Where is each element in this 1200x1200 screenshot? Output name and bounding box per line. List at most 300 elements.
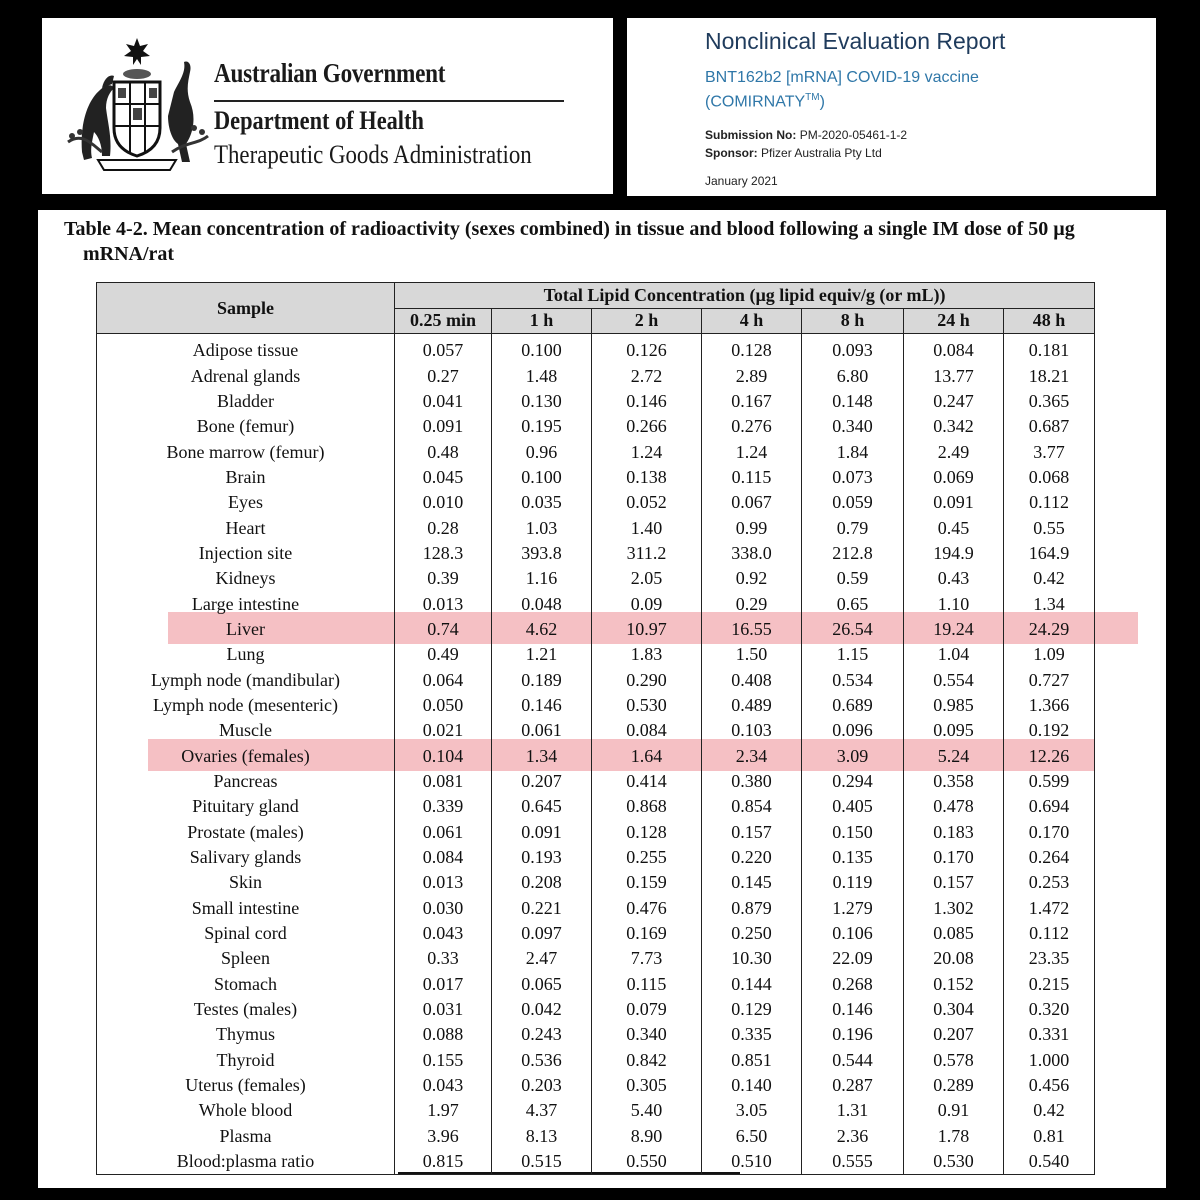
value-cell: 0.55 — [1004, 515, 1095, 540]
sample-name-cell: Small intestine — [97, 896, 395, 921]
value-cell: 20.08 — [904, 946, 1004, 971]
coat-of-arms-logo — [62, 32, 212, 182]
product-line-1: BNT162b2 [mRNA] COVID-19 vaccine — [705, 69, 979, 86]
report-header — [627, 18, 1156, 196]
report-date: January 2021 — [705, 174, 778, 188]
concentration-table — [96, 282, 1095, 1175]
table-row — [97, 946, 1095, 971]
value-cell: 0.042 — [492, 997, 592, 1022]
sample-name-cell: Lung — [97, 642, 395, 667]
value-cell: 393.8 — [492, 541, 592, 566]
time-column-header: 4 h — [702, 308, 802, 334]
value-cell: 0.510 — [702, 1149, 802, 1175]
value-cell: 0.155 — [395, 1048, 492, 1073]
submission-number: Submission No: PM-2020-05461-1-2 — [705, 128, 908, 142]
value-cell: 0.068 — [1004, 465, 1095, 490]
value-cell: 0.478 — [904, 794, 1004, 819]
table-row — [97, 389, 1095, 414]
value-cell: 0.196 — [802, 1022, 904, 1047]
sample-name-cell: Whole blood — [97, 1098, 395, 1123]
header-divider — [214, 100, 564, 102]
value-cell: 2.89 — [702, 363, 802, 388]
value-cell: 6.80 — [802, 363, 904, 388]
value-cell: 0.250 — [702, 921, 802, 946]
value-cell: 1.40 — [592, 515, 702, 540]
value-cell: 0.985 — [904, 693, 1004, 718]
value-cell: 0.146 — [492, 693, 592, 718]
value-cell: 0.264 — [1004, 845, 1095, 870]
value-cell: 0.181 — [1004, 334, 1095, 364]
time-column-header: 24 h — [904, 308, 1004, 334]
table-row — [97, 997, 1095, 1022]
value-cell: 0.342 — [904, 414, 1004, 439]
value-cell: 0.170 — [1004, 820, 1095, 845]
value-cell: 0.540 — [1004, 1149, 1095, 1175]
value-cell: 0.130 — [492, 389, 592, 414]
value-cell: 3.77 — [1004, 439, 1095, 464]
value-cell: 0.578 — [904, 1048, 1004, 1073]
sample-name-cell: Salivary glands — [97, 845, 395, 870]
value-cell: 0.554 — [904, 667, 1004, 692]
value-cell: 0.414 — [592, 769, 702, 794]
value-cell: 0.208 — [492, 870, 592, 895]
value-cell: 0.091 — [395, 414, 492, 439]
value-cell: 0.550 — [592, 1149, 702, 1175]
value-cell: 0.331 — [1004, 1022, 1095, 1047]
table-row — [97, 334, 1095, 364]
agency-name: Therapeutic Goods Administration — [214, 140, 532, 169]
value-cell: 212.8 — [802, 541, 904, 566]
value-cell: 1.64 — [592, 744, 702, 769]
value-cell: 0.74 — [395, 617, 492, 642]
value-cell: 0.095 — [904, 718, 1004, 743]
product-line-2: (COMIRNATY™) — [705, 92, 825, 111]
value-cell: 1.24 — [702, 439, 802, 464]
sample-name-cell: Lymph node (mesenteric) — [97, 693, 395, 718]
value-cell: 4.37 — [492, 1098, 592, 1123]
value-cell: 3.09 — [802, 744, 904, 769]
value-cell: 0.112 — [1004, 921, 1095, 946]
table-row — [97, 515, 1095, 540]
value-cell: 0.868 — [592, 794, 702, 819]
time-column-header: 2 h — [592, 308, 702, 334]
value-cell: 0.287 — [802, 1073, 904, 1098]
value-cell: 0.530 — [904, 1149, 1004, 1175]
value-cell: 0.085 — [904, 921, 1004, 946]
value-cell: 0.530 — [592, 693, 702, 718]
value-cell: 12.26 — [1004, 744, 1095, 769]
value-cell: 0.157 — [702, 820, 802, 845]
value-cell: 0.879 — [702, 896, 802, 921]
value-cell: 0.100 — [492, 465, 592, 490]
value-cell: 1.21 — [492, 642, 592, 667]
value-cell: 0.052 — [592, 490, 702, 515]
value-cell: 0.193 — [492, 845, 592, 870]
value-cell: 3.96 — [395, 1124, 492, 1149]
value-cell: 0.030 — [395, 896, 492, 921]
value-cell: 0.43 — [904, 566, 1004, 591]
value-cell: 1.84 — [802, 439, 904, 464]
value-cell: 0.266 — [592, 414, 702, 439]
value-cell: 1.15 — [802, 642, 904, 667]
value-cell: 1.97 — [395, 1098, 492, 1123]
value-cell: 1.10 — [904, 591, 1004, 616]
value-cell: 0.091 — [492, 820, 592, 845]
value-cell: 0.33 — [395, 946, 492, 971]
value-cell: 0.031 — [395, 997, 492, 1022]
value-cell: 1.000 — [1004, 1048, 1095, 1073]
department-name: Department of Health — [214, 106, 424, 135]
value-cell: 0.148 — [802, 389, 904, 414]
value-cell: 0.013 — [395, 591, 492, 616]
value-cell: 0.112 — [1004, 490, 1095, 515]
value-cell: 0.536 — [492, 1048, 592, 1073]
value-cell: 0.243 — [492, 1022, 592, 1047]
value-cell: 0.365 — [1004, 389, 1095, 414]
value-cell: 0.203 — [492, 1073, 592, 1098]
value-cell: 5.40 — [592, 1098, 702, 1123]
value-cell: 128.3 — [395, 541, 492, 566]
value-cell: 1.302 — [904, 896, 1004, 921]
table-row — [97, 465, 1095, 490]
value-cell: 0.534 — [802, 667, 904, 692]
value-cell: 311.2 — [592, 541, 702, 566]
value-cell: 0.96 — [492, 439, 592, 464]
value-cell: 0.061 — [395, 820, 492, 845]
value-cell: 1.09 — [1004, 642, 1095, 667]
value-cell: 2.36 — [802, 1124, 904, 1149]
sample-name-cell: Bone (femur) — [97, 414, 395, 439]
value-cell: 0.170 — [904, 845, 1004, 870]
sample-name-cell: Brain — [97, 465, 395, 490]
value-cell: 0.476 — [592, 896, 702, 921]
value-cell: 0.320 — [1004, 997, 1095, 1022]
sample-name-cell: Pancreas — [97, 769, 395, 794]
sponsor: Sponsor: Pfizer Australia Pty Ltd — [705, 146, 882, 160]
table-row — [97, 667, 1095, 692]
value-cell: 0.544 — [802, 1048, 904, 1073]
sample-name-cell: Heart — [97, 515, 395, 540]
document-page — [38, 210, 1166, 1188]
value-cell: 0.339 — [395, 794, 492, 819]
value-cell: 1.04 — [904, 642, 1004, 667]
value-cell: 0.276 — [702, 414, 802, 439]
table-row — [97, 591, 1095, 616]
value-cell: 0.815 — [395, 1149, 492, 1175]
table-row — [97, 870, 1095, 895]
value-cell: 0.79 — [802, 515, 904, 540]
value-cell: 0.689 — [802, 693, 904, 718]
value-cell: 0.195 — [492, 414, 592, 439]
value-cell: 0.021 — [395, 718, 492, 743]
value-cell: 0.599 — [1004, 769, 1095, 794]
value-cell: 0.152 — [904, 972, 1004, 997]
time-column-header: 0.25 min — [395, 308, 492, 334]
table-row — [97, 769, 1095, 794]
sample-name-cell: Testes (males) — [97, 997, 395, 1022]
table-row — [97, 921, 1095, 946]
value-cell: 0.358 — [904, 769, 1004, 794]
value-cell: 0.207 — [904, 1022, 1004, 1047]
sample-name-cell: Lymph node (mandibular) — [97, 667, 395, 692]
table-row — [97, 1098, 1095, 1123]
value-cell: 0.304 — [904, 997, 1004, 1022]
value-cell: 0.069 — [904, 465, 1004, 490]
value-cell: 0.99 — [702, 515, 802, 540]
value-cell: 10.30 — [702, 946, 802, 971]
value-cell: 0.126 — [592, 334, 702, 364]
value-cell: 0.103 — [702, 718, 802, 743]
value-cell: 2.34 — [702, 744, 802, 769]
value-cell: 0.146 — [802, 997, 904, 1022]
value-cell: 0.42 — [1004, 566, 1095, 591]
value-cell: 0.064 — [395, 667, 492, 692]
value-cell: 1.03 — [492, 515, 592, 540]
value-cell: 0.043 — [395, 1073, 492, 1098]
value-cell: 0.093 — [802, 334, 904, 364]
value-cell: 0.106 — [802, 921, 904, 946]
value-cell: 18.21 — [1004, 363, 1095, 388]
value-cell: 0.135 — [802, 845, 904, 870]
value-cell: 1.16 — [492, 566, 592, 591]
value-cell: 0.305 — [592, 1073, 702, 1098]
sample-name-cell: Ovaries (females) — [97, 744, 395, 769]
value-cell: 0.91 — [904, 1098, 1004, 1123]
value-cell: 19.24 — [904, 617, 1004, 642]
table-row — [97, 439, 1095, 464]
value-cell: 0.294 — [802, 769, 904, 794]
value-cell: 0.555 — [802, 1149, 904, 1175]
value-cell: 0.65 — [802, 591, 904, 616]
value-cell: 0.100 — [492, 334, 592, 364]
value-cell: 0.456 — [1004, 1073, 1095, 1098]
table-row — [97, 363, 1095, 388]
value-cell: 2.47 — [492, 946, 592, 971]
value-cell: 5.24 — [904, 744, 1004, 769]
value-cell: 2.05 — [592, 566, 702, 591]
value-cell: 0.150 — [802, 820, 904, 845]
sample-name-cell: Uterus (females) — [97, 1073, 395, 1098]
value-cell: 0.687 — [1004, 414, 1095, 439]
value-cell: 0.290 — [592, 667, 702, 692]
value-cell: 0.27 — [395, 363, 492, 388]
value-cell: 1.50 — [702, 642, 802, 667]
value-cell: 0.146 — [592, 389, 702, 414]
value-cell: 0.010 — [395, 490, 492, 515]
value-cell: 0.159 — [592, 870, 702, 895]
value-cell: 0.041 — [395, 389, 492, 414]
table-row — [97, 566, 1095, 591]
value-cell: 0.645 — [492, 794, 592, 819]
sample-name-cell: Thymus — [97, 1022, 395, 1047]
value-cell: 0.335 — [702, 1022, 802, 1047]
value-cell: 0.207 — [492, 769, 592, 794]
value-cell: 0.405 — [802, 794, 904, 819]
sample-name-cell: Muscle — [97, 718, 395, 743]
sample-name-cell: Eyes — [97, 490, 395, 515]
table-row — [97, 1048, 1095, 1073]
value-cell: 0.079 — [592, 997, 702, 1022]
value-cell: 0.515 — [492, 1149, 592, 1175]
value-cell: 0.119 — [802, 870, 904, 895]
value-cell: 0.489 — [702, 693, 802, 718]
value-cell: 0.084 — [592, 718, 702, 743]
value-cell: 0.084 — [395, 845, 492, 870]
value-cell: 1.83 — [592, 642, 702, 667]
table-body — [97, 334, 1095, 1175]
table-row — [97, 1124, 1095, 1149]
value-cell: 0.167 — [702, 389, 802, 414]
value-cell: 16.55 — [702, 617, 802, 642]
value-cell: 0.09 — [592, 591, 702, 616]
table-row — [97, 896, 1095, 921]
value-cell: 0.28 — [395, 515, 492, 540]
value-cell: 0.067 — [702, 490, 802, 515]
value-cell: 1.78 — [904, 1124, 1004, 1149]
value-cell: 0.380 — [702, 769, 802, 794]
value-cell: 0.183 — [904, 820, 1004, 845]
value-cell: 0.115 — [592, 972, 702, 997]
value-cell: 0.081 — [395, 769, 492, 794]
value-cell: 0.129 — [702, 997, 802, 1022]
value-cell: 8.90 — [592, 1124, 702, 1149]
time-column-header: 1 h — [492, 308, 592, 334]
value-cell: 0.727 — [1004, 667, 1095, 692]
value-cell: 164.9 — [1004, 541, 1095, 566]
sample-name-cell: Bone marrow (femur) — [97, 439, 395, 464]
report-title: Nonclinical Evaluation Report — [705, 28, 1006, 54]
value-cell: 6.50 — [702, 1124, 802, 1149]
value-cell: 0.220 — [702, 845, 802, 870]
value-cell: 0.39 — [395, 566, 492, 591]
value-cell: 0.145 — [702, 870, 802, 895]
value-cell: 1.366 — [1004, 693, 1095, 718]
sample-name-cell: Spleen — [97, 946, 395, 971]
government-header — [42, 18, 613, 194]
table-row — [97, 718, 1095, 743]
value-cell: 0.29 — [702, 591, 802, 616]
time-column-header: 8 h — [802, 308, 904, 334]
value-cell: 0.92 — [702, 566, 802, 591]
table-row — [97, 490, 1095, 515]
table-row — [97, 744, 1095, 769]
value-cell: 0.144 — [702, 972, 802, 997]
time-column-header: 48 h — [1004, 308, 1095, 334]
value-cell: 0.073 — [802, 465, 904, 490]
trademark-mark: TM — [805, 92, 820, 103]
sample-name-cell: Injection site — [97, 541, 395, 566]
value-cell: 2.49 — [904, 439, 1004, 464]
value-cell: 0.084 — [904, 334, 1004, 364]
value-cell: 0.013 — [395, 870, 492, 895]
value-cell: 1.279 — [802, 896, 904, 921]
value-cell: 0.048 — [492, 591, 592, 616]
sample-name-cell: Kidneys — [97, 566, 395, 591]
table-caption: Table 4-2. Mean concentration of radioactivity (sexes combined) in tissue and blood following a single IM dose of 50 µg mRNA/rat — [64, 218, 1075, 265]
value-cell: 2.72 — [592, 363, 702, 388]
table-row — [97, 541, 1095, 566]
value-cell: 13.77 — [904, 363, 1004, 388]
sample-name-cell: Thyroid — [97, 1048, 395, 1073]
value-cell: 0.49 — [395, 642, 492, 667]
value-cell: 22.09 — [802, 946, 904, 971]
value-cell: 0.157 — [904, 870, 1004, 895]
value-cell: 0.017 — [395, 972, 492, 997]
table-row — [97, 1022, 1095, 1047]
table-row — [97, 845, 1095, 870]
value-cell: 0.045 — [395, 465, 492, 490]
table-row — [97, 1149, 1095, 1175]
value-cell: 0.851 — [702, 1048, 802, 1073]
value-cell: 0.088 — [395, 1022, 492, 1047]
value-cell: 0.104 — [395, 744, 492, 769]
value-cell: 0.247 — [904, 389, 1004, 414]
value-cell: 7.73 — [592, 946, 702, 971]
table-row — [97, 794, 1095, 819]
table-row — [97, 972, 1095, 997]
value-cell: 0.192 — [1004, 718, 1095, 743]
sample-name-cell: Bladder — [97, 389, 395, 414]
value-cell: 1.34 — [1004, 591, 1095, 616]
value-cell: 0.45 — [904, 515, 1004, 540]
value-cell: 0.48 — [395, 439, 492, 464]
value-cell: 0.140 — [702, 1073, 802, 1098]
value-cell: 0.842 — [592, 1048, 702, 1073]
value-cell: 0.854 — [702, 794, 802, 819]
value-cell: 0.096 — [802, 718, 904, 743]
value-cell: 1.48 — [492, 363, 592, 388]
value-cell: 0.253 — [1004, 870, 1095, 895]
sample-name-cell: Pituitary gland — [97, 794, 395, 819]
value-cell: 0.050 — [395, 693, 492, 718]
table-row — [97, 820, 1095, 845]
value-cell: 0.221 — [492, 896, 592, 921]
table-row — [97, 617, 1095, 642]
value-cell: 26.54 — [802, 617, 904, 642]
value-cell: 1.31 — [802, 1098, 904, 1123]
value-cell: 0.097 — [492, 921, 592, 946]
table-row — [97, 414, 1095, 439]
value-cell: 0.061 — [492, 718, 592, 743]
value-cell: 0.059 — [802, 490, 904, 515]
table-row — [97, 1073, 1095, 1098]
value-cell: 0.128 — [702, 334, 802, 364]
sample-name-cell: Stomach — [97, 972, 395, 997]
value-cell: 0.115 — [702, 465, 802, 490]
value-cell: 23.35 — [1004, 946, 1095, 971]
government-name: Australian Government — [214, 58, 446, 88]
value-cell: 8.13 — [492, 1124, 592, 1149]
value-cell: 338.0 — [702, 541, 802, 566]
sample-name-cell: Spinal cord — [97, 921, 395, 946]
table-row — [97, 693, 1095, 718]
table-row — [97, 642, 1095, 667]
sample-name-cell: Plasma — [97, 1124, 395, 1149]
value-cell: 0.59 — [802, 566, 904, 591]
value-cell: 0.169 — [592, 921, 702, 946]
value-cell: 0.81 — [1004, 1124, 1095, 1149]
value-cell: 0.138 — [592, 465, 702, 490]
value-cell: 0.035 — [492, 490, 592, 515]
value-cell: 1.472 — [1004, 896, 1095, 921]
sample-column-header: Sample — [97, 283, 395, 334]
value-cell: 0.340 — [592, 1022, 702, 1047]
product-name — [705, 68, 979, 112]
value-cell: 0.268 — [802, 972, 904, 997]
value-cell: 4.62 — [492, 617, 592, 642]
value-cell: 0.42 — [1004, 1098, 1095, 1123]
value-cell: 0.043 — [395, 921, 492, 946]
